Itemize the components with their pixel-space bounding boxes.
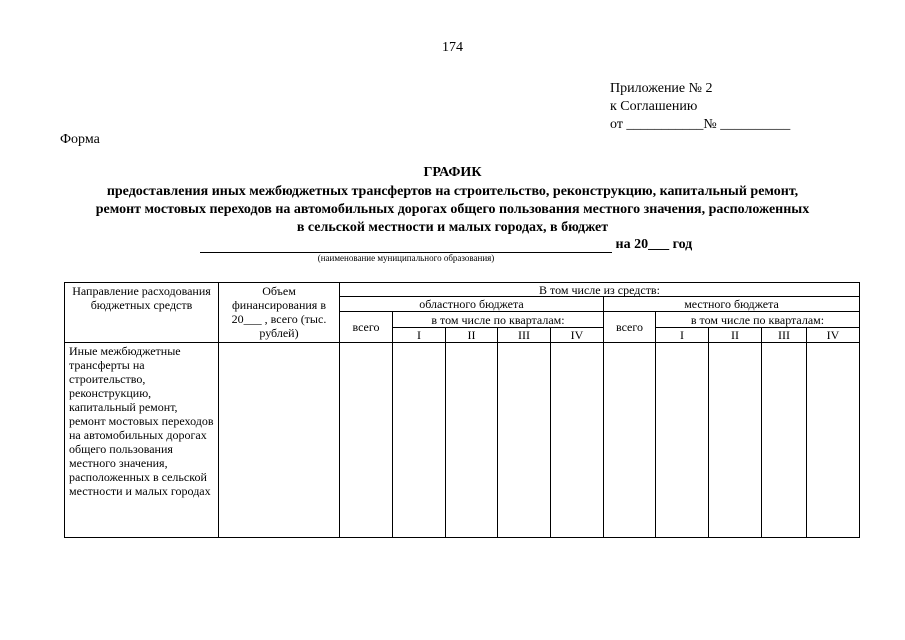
header-regional-total: всего bbox=[339, 311, 393, 343]
header-regional-q1: I bbox=[392, 327, 446, 343]
header-regional-quarters: в том числе по кварталам: bbox=[392, 311, 604, 328]
page-number: 174 bbox=[442, 40, 463, 55]
header-including-sources: В том числе из средств: bbox=[339, 282, 860, 297]
header-local-q1: I bbox=[655, 327, 709, 343]
row-direction: Иные межбюджетные трансферты на строительство, реконструкцию, капитальный ремонт, ремонт мостовых переходов на автомобильных дорогах общего пользования местного значения, расположенных в сельской местности и малых городах bbox=[64, 342, 219, 538]
subtitle-line-3: в сельской местности и малых городах, в бюджет bbox=[296, 220, 609, 235]
row-local-q1 bbox=[655, 342, 709, 538]
row-regional-total bbox=[339, 342, 393, 538]
row-local-q2 bbox=[708, 342, 762, 538]
row-regional-q1 bbox=[392, 342, 446, 538]
appendix-line-3: от ___________№ __________ bbox=[610, 117, 791, 132]
subtitle-line-2: ремонт мостовых переходов на автомобильных дорогах общего пользования местного значения, расположенных bbox=[95, 202, 810, 217]
subtitle-line-1: предоставления иных межбюджетных трансфертов на строительство, реконструкцию, капитальный ремонт, bbox=[106, 184, 799, 199]
budget-year-line bbox=[200, 237, 692, 253]
header-local-q4: IV bbox=[806, 327, 860, 343]
municipality-caption: (наименование муниципального образования) bbox=[317, 253, 495, 263]
header-regional-q2: II bbox=[445, 327, 498, 343]
row-local-q3 bbox=[761, 342, 807, 538]
header-local-total: всего bbox=[603, 311, 656, 343]
row-regional-q4 bbox=[550, 342, 604, 538]
row-local-q4 bbox=[806, 342, 860, 538]
document-title: ГРАФИК bbox=[423, 165, 482, 180]
municipality-blank bbox=[200, 238, 612, 253]
appendix-line-2: к Соглашению bbox=[610, 99, 698, 114]
header-local-quarters: в том числе по кварталам: bbox=[655, 311, 860, 328]
document-subtitle bbox=[40, 183, 865, 237]
header-regional-q4: IV bbox=[550, 327, 604, 343]
header-local-q3: III bbox=[761, 327, 807, 343]
schedule-table bbox=[64, 282, 860, 538]
row-regional-q2 bbox=[445, 342, 498, 538]
header-volume: Объем финансирования в 20___ , всего (тыс. рублей) bbox=[218, 282, 340, 343]
year-suffix: на 20___ год bbox=[612, 237, 693, 252]
row-local-total bbox=[603, 342, 656, 538]
header-regional-q3: III bbox=[497, 327, 551, 343]
row-volume bbox=[218, 342, 340, 538]
header-direction: Направление расходования бюджетных средств bbox=[64, 282, 219, 343]
header-local-budget: местного бюджета bbox=[603, 296, 860, 312]
form-label: Форма bbox=[60, 132, 100, 147]
header-local-q2: II bbox=[708, 327, 762, 343]
header-regional-budget: областного бюджета bbox=[339, 296, 604, 312]
appendix-line-1: Приложение № 2 bbox=[610, 81, 713, 96]
appendix-block bbox=[610, 80, 790, 134]
row-regional-q3 bbox=[497, 342, 551, 538]
